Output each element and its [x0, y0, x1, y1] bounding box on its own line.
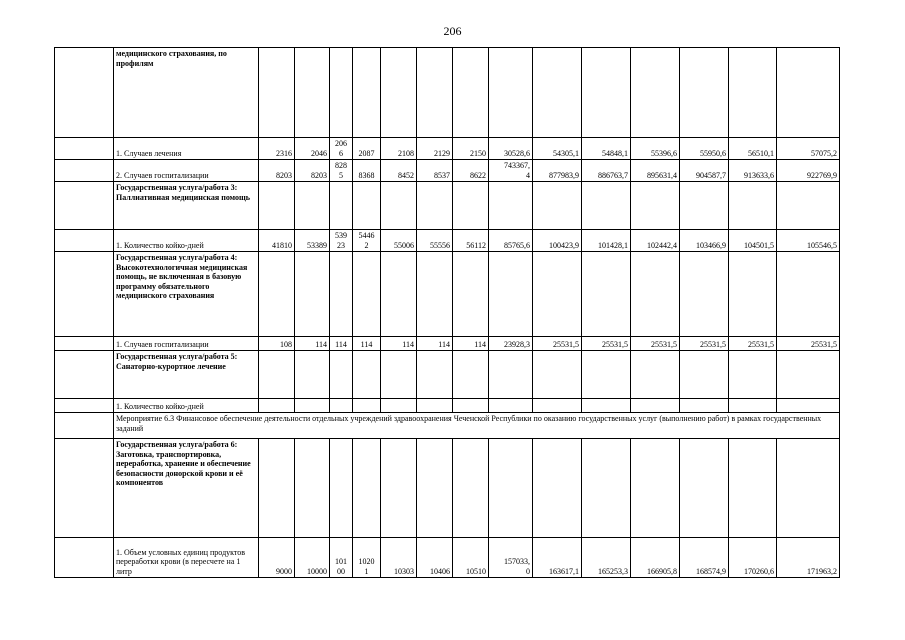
value-cell: 55950,6: [680, 138, 729, 160]
value-cell: [533, 399, 582, 413]
value-cell: 539 23: [330, 230, 353, 252]
table-row: [55, 413, 840, 439]
value-cell: [729, 252, 777, 337]
value-cell: [381, 48, 417, 138]
value-cell: [631, 252, 680, 337]
value-cell: 54848,1: [582, 138, 631, 160]
table-row: [55, 252, 840, 337]
value-cell: 85765,6: [489, 230, 533, 252]
indicator-name: 1. Количество койко-дней: [114, 399, 259, 413]
row-index-cell: [55, 230, 114, 252]
value-cell: 10406: [417, 538, 453, 578]
value-cell: 206 6: [330, 138, 353, 160]
value-cell: 55396,6: [631, 138, 680, 160]
value-cell: [680, 252, 729, 337]
value-cell: [777, 439, 840, 538]
value-cell: [582, 439, 631, 538]
value-cell: [533, 351, 582, 399]
value-cell: [729, 182, 777, 230]
value-cell: [417, 399, 453, 413]
value-cell: 8203: [295, 160, 330, 182]
activity-title: Мероприятие 6.3 Финансовое обеспечение деятельности отдельных учреждений здравоохранения Чеченской Республики по оказанию государственных услуг (выполнению работ) в рамках государственных заданий: [114, 413, 840, 439]
indicator-name: 1. Случаев госпитализации: [114, 337, 259, 351]
value-cell: [680, 182, 729, 230]
value-cell: 105546,5: [777, 230, 840, 252]
value-cell: 895631,4: [631, 160, 680, 182]
value-cell: [330, 399, 353, 413]
value-cell: [417, 252, 453, 337]
table-row: [55, 138, 840, 160]
value-cell: [330, 252, 353, 337]
value-cell: 23928,3: [489, 337, 533, 351]
budget-table: [54, 47, 840, 578]
value-cell: [295, 252, 330, 337]
value-cell: [729, 439, 777, 538]
value-cell: [353, 399, 381, 413]
value-cell: [533, 252, 582, 337]
value-cell: [453, 182, 489, 230]
value-cell: [453, 252, 489, 337]
value-cell: [631, 399, 680, 413]
value-cell: 100423,9: [533, 230, 582, 252]
value-cell: [489, 182, 533, 230]
value-cell: 2046: [295, 138, 330, 160]
value-cell: [417, 351, 453, 399]
value-cell: [353, 351, 381, 399]
value-cell: [381, 252, 417, 337]
value-cell: 2150: [453, 138, 489, 160]
value-cell: [295, 399, 330, 413]
service-title: Государственная услуга/работа 3: Паллиативная медицинская помощь: [114, 182, 259, 230]
value-cell: 1020 1: [353, 538, 381, 578]
value-cell: 743367, 4: [489, 160, 533, 182]
value-cell: [330, 351, 353, 399]
value-cell: [417, 182, 453, 230]
value-cell: 101428,1: [582, 230, 631, 252]
value-cell: 163617,1: [533, 538, 582, 578]
value-cell: 2129: [417, 138, 453, 160]
value-cell: [381, 399, 417, 413]
row-index-cell: [55, 138, 114, 160]
value-cell: [417, 48, 453, 138]
value-cell: 166905,8: [631, 538, 680, 578]
value-cell: 25531,5: [729, 337, 777, 351]
value-cell: [381, 439, 417, 538]
value-cell: [729, 351, 777, 399]
value-cell: [533, 48, 582, 138]
value-cell: [381, 351, 417, 399]
value-cell: 25531,5: [582, 337, 631, 351]
value-cell: 53389: [295, 230, 330, 252]
indicator-name: 1. Количество койко-дней: [114, 230, 259, 252]
value-cell: [259, 252, 295, 337]
value-cell: [582, 182, 631, 230]
value-cell: [489, 439, 533, 538]
value-cell: [259, 351, 295, 399]
value-cell: [777, 182, 840, 230]
value-cell: [680, 439, 729, 538]
value-cell: 56510,1: [729, 138, 777, 160]
value-cell: [533, 439, 582, 538]
table-row: [55, 337, 840, 351]
value-cell: 2087: [353, 138, 381, 160]
value-cell: 25531,5: [777, 337, 840, 351]
value-cell: [582, 351, 631, 399]
value-cell: [631, 182, 680, 230]
value-cell: [353, 48, 381, 138]
row-index-cell: [55, 48, 114, 138]
value-cell: [330, 48, 353, 138]
value-cell: [453, 439, 489, 538]
value-cell: 103466,9: [680, 230, 729, 252]
indicator-name: 2. Случаев госпитализации: [114, 160, 259, 182]
value-cell: 922769,9: [777, 160, 840, 182]
value-cell: 114: [295, 337, 330, 351]
table-row: [55, 182, 840, 230]
value-cell: 168574,9: [680, 538, 729, 578]
value-cell: [489, 252, 533, 337]
table-row: [55, 439, 840, 538]
value-cell: 913633,6: [729, 160, 777, 182]
value-cell: 2108: [381, 138, 417, 160]
value-cell: 102442,4: [631, 230, 680, 252]
value-cell: 25531,5: [631, 337, 680, 351]
value-cell: 8622: [453, 160, 489, 182]
service-title: Государственная услуга/работа 4: Высокотехнологичная медицинская помощь, не включенная в базовую программу обязательного медицинского страхования: [114, 252, 259, 337]
row-index-cell: [55, 439, 114, 538]
value-cell: [489, 48, 533, 138]
page-number: 206: [443, 24, 462, 38]
value-cell: 10510: [453, 538, 489, 578]
value-cell: 904587,7: [680, 160, 729, 182]
value-cell: 56112: [453, 230, 489, 252]
value-cell: 10303: [381, 538, 417, 578]
value-cell: [680, 351, 729, 399]
value-cell: [777, 351, 840, 399]
value-cell: [259, 182, 295, 230]
value-cell: 54305,1: [533, 138, 582, 160]
value-cell: 30528,6: [489, 138, 533, 160]
row-index-cell: [55, 351, 114, 399]
value-cell: 8203: [259, 160, 295, 182]
value-cell: 886763,7: [582, 160, 631, 182]
value-cell: 8452: [381, 160, 417, 182]
value-cell: [259, 399, 295, 413]
service-title: Государственная услуга/работа 6: Заготовка, транспортировка, переработка, хранение и обеспечение безопасности донорской крови и её компонентов: [114, 439, 259, 538]
value-cell: [680, 48, 729, 138]
value-cell: 165253,3: [582, 538, 631, 578]
value-cell: 25531,5: [533, 337, 582, 351]
value-cell: [295, 351, 330, 399]
value-cell: [582, 399, 631, 413]
value-cell: 114: [330, 337, 353, 351]
value-cell: 10000: [295, 538, 330, 578]
value-cell: [777, 48, 840, 138]
row-index-cell: [55, 399, 114, 413]
value-cell: [777, 399, 840, 413]
value-cell: [353, 439, 381, 538]
value-cell: [533, 182, 582, 230]
value-cell: [631, 351, 680, 399]
value-cell: [453, 399, 489, 413]
value-cell: 157033, 0: [489, 538, 533, 578]
value-cell: [631, 439, 680, 538]
table-row: [55, 538, 840, 578]
value-cell: 41810: [259, 230, 295, 252]
row-index-cell: [55, 413, 114, 439]
value-cell: 9000: [259, 538, 295, 578]
value-cell: 55006: [381, 230, 417, 252]
row-index-cell: [55, 337, 114, 351]
value-cell: 877983,9: [533, 160, 582, 182]
value-cell: [777, 252, 840, 337]
table-row: [55, 160, 840, 182]
value-cell: [489, 399, 533, 413]
value-cell: [295, 439, 330, 538]
value-cell: 55556: [417, 230, 453, 252]
table-row: [55, 351, 840, 399]
indicator-name: 1. Объем условных единиц продуктов переработки крови (в пересчете на 1 литр: [114, 538, 259, 578]
value-cell: 114: [353, 337, 381, 351]
value-cell: [417, 439, 453, 538]
row-index-cell: [55, 252, 114, 337]
value-cell: 114: [381, 337, 417, 351]
table-row: [55, 399, 840, 413]
value-cell: [729, 399, 777, 413]
value-cell: 2316: [259, 138, 295, 160]
value-cell: 8537: [417, 160, 453, 182]
value-cell: [453, 351, 489, 399]
value-cell: [259, 439, 295, 538]
value-cell: [582, 252, 631, 337]
value-cell: [295, 48, 330, 138]
value-cell: [680, 399, 729, 413]
table-row: [55, 48, 840, 138]
value-cell: [381, 182, 417, 230]
indicator-name: 1. Случаев лечения: [114, 138, 259, 160]
row-index-cell: [55, 160, 114, 182]
value-cell: 114: [453, 337, 489, 351]
value-cell: 171963,2: [777, 538, 840, 578]
value-cell: [353, 182, 381, 230]
value-cell: 114: [417, 337, 453, 351]
service-title: медицинского страхования, по профилям: [114, 48, 259, 138]
value-cell: 104501,5: [729, 230, 777, 252]
value-cell: [330, 182, 353, 230]
value-cell: [453, 48, 489, 138]
value-cell: 101 00: [330, 538, 353, 578]
value-cell: [353, 252, 381, 337]
value-cell: [582, 48, 631, 138]
value-cell: [259, 48, 295, 138]
value-cell: 25531,5: [680, 337, 729, 351]
service-title: Государственная услуга/работа 5: Санаторно-курортное лечение: [114, 351, 259, 399]
value-cell: [489, 351, 533, 399]
value-cell: 108: [259, 337, 295, 351]
value-cell: [295, 182, 330, 230]
value-cell: [729, 48, 777, 138]
value-cell: 5446 2: [353, 230, 381, 252]
row-index-cell: [55, 538, 114, 578]
value-cell: 828 5: [330, 160, 353, 182]
value-cell: 57075,2: [777, 138, 840, 160]
value-cell: 170260,6: [729, 538, 777, 578]
value-cell: [330, 439, 353, 538]
value-cell: [631, 48, 680, 138]
row-index-cell: [55, 182, 114, 230]
value-cell: 8368: [353, 160, 381, 182]
table-row: [55, 230, 840, 252]
